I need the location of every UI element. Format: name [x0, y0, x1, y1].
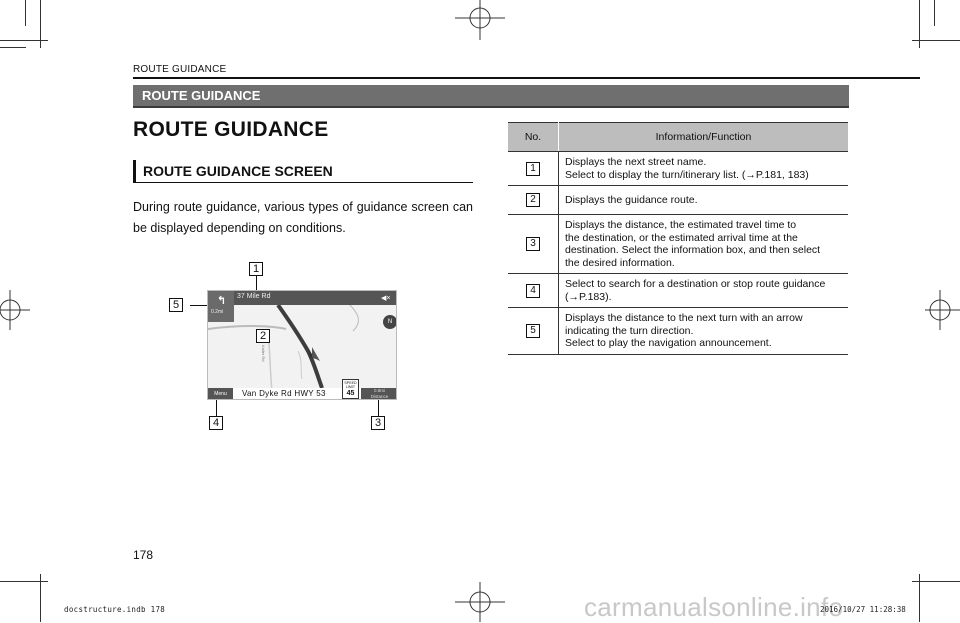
row-number: 5	[526, 324, 540, 338]
distance-value: 0.8mi	[373, 388, 385, 393]
next-street-name: 37 Mile Rd	[237, 293, 271, 300]
print-slug: docstructure.indb 178	[64, 605, 166, 614]
crop-mark	[25, 0, 26, 26]
row-number: 2	[526, 193, 540, 207]
page-number: 178	[133, 548, 154, 562]
distance-info-box[interactable]	[361, 388, 397, 400]
section-bar: ROUTE GUIDANCE	[133, 85, 849, 106]
crop-mark	[0, 47, 26, 48]
watermark: carmanualsonline.info	[584, 592, 844, 622]
page-title: ROUTE GUIDANCE	[133, 118, 329, 141]
callout-1: 1	[249, 262, 263, 276]
compass-icon[interactable]: N	[383, 315, 397, 329]
subheading-rule	[133, 182, 473, 183]
section-bar-shadow	[133, 106, 849, 108]
current-road-name: Van Dyke Rd HWY 53	[242, 389, 326, 398]
crop-mark	[40, 0, 41, 48]
crop-mark	[934, 0, 935, 26]
running-head-rule	[133, 77, 920, 79]
side-road-label: Kaller Rd	[261, 345, 266, 362]
distance-label: Distance	[370, 394, 389, 399]
row-text: the desired information.	[565, 256, 675, 269]
table-row	[508, 308, 848, 355]
info-table	[508, 122, 848, 355]
row-text: the destination, or the estimated arrival time at the	[565, 231, 798, 244]
speed-limit-label: SPEED LIMIT	[344, 381, 357, 389]
table-header-row	[508, 123, 848, 152]
intro-paragraph: During route guidance, various types of guidance screen can be displayed depending on conditions.	[133, 200, 473, 235]
speed-limit-sign	[342, 379, 359, 399]
print-timestamp: 2016/10/27 11:28:38	[820, 605, 906, 614]
table-row	[508, 186, 848, 215]
row-text: Displays the distance, the estimated travel time to	[565, 219, 797, 231]
row-text: Displays the guidance route.	[565, 193, 698, 206]
table-row	[508, 215, 848, 274]
column-header-info: Information/Function	[559, 123, 849, 152]
speed-limit-value: 45	[346, 390, 355, 397]
row-text: destination. Select the information box, and then select	[565, 244, 821, 256]
registration-target-icon	[455, 0, 505, 40]
registration-target-icon	[0, 290, 30, 330]
mute-icon[interactable]: ◀×	[381, 295, 391, 302]
running-head: ROUTE GUIDANCE	[133, 64, 227, 75]
row-text: Select to play the navigation announcement.	[565, 337, 772, 349]
row-text: Displays the distance to the next turn with an arrow	[565, 312, 803, 324]
row-number: 1	[526, 162, 540, 176]
callout-leader	[378, 400, 379, 417]
callout-2: 2	[256, 329, 270, 343]
row-text: Select to search for a destination or stop route guidance	[565, 278, 826, 290]
registration-target-icon	[455, 582, 505, 622]
callout-3: 3	[371, 416, 385, 430]
navigation-screen	[207, 290, 397, 400]
callout-leader	[216, 400, 217, 417]
registration-target-icon	[925, 290, 960, 330]
crop-mark	[40, 574, 41, 622]
row-text: (→P.183).	[565, 290, 612, 303]
crop-mark	[919, 574, 920, 622]
turn-distance: 0.2mi	[211, 309, 224, 315]
menu-button[interactable]: Menu	[208, 388, 233, 400]
subheading-marker	[133, 160, 136, 182]
turn-left-arrow-icon: ↰	[217, 295, 227, 307]
row-text: Select to display the turn/itinerary list. (→P.181, 183)	[565, 168, 809, 181]
row-text: indicating the turn direction.	[565, 324, 694, 337]
callout-5: 5	[169, 298, 183, 312]
column-header-no: No.	[508, 123, 559, 152]
route-map	[208, 291, 397, 400]
callout-4: 4	[209, 416, 223, 430]
table-row	[508, 274, 848, 308]
table-row	[508, 152, 848, 186]
row-text: Displays the next street name.	[565, 156, 707, 168]
row-number: 4	[526, 284, 540, 298]
row-number: 3	[526, 237, 540, 251]
subheading: ROUTE GUIDANCE SCREEN	[143, 163, 333, 179]
crop-mark	[919, 0, 920, 48]
